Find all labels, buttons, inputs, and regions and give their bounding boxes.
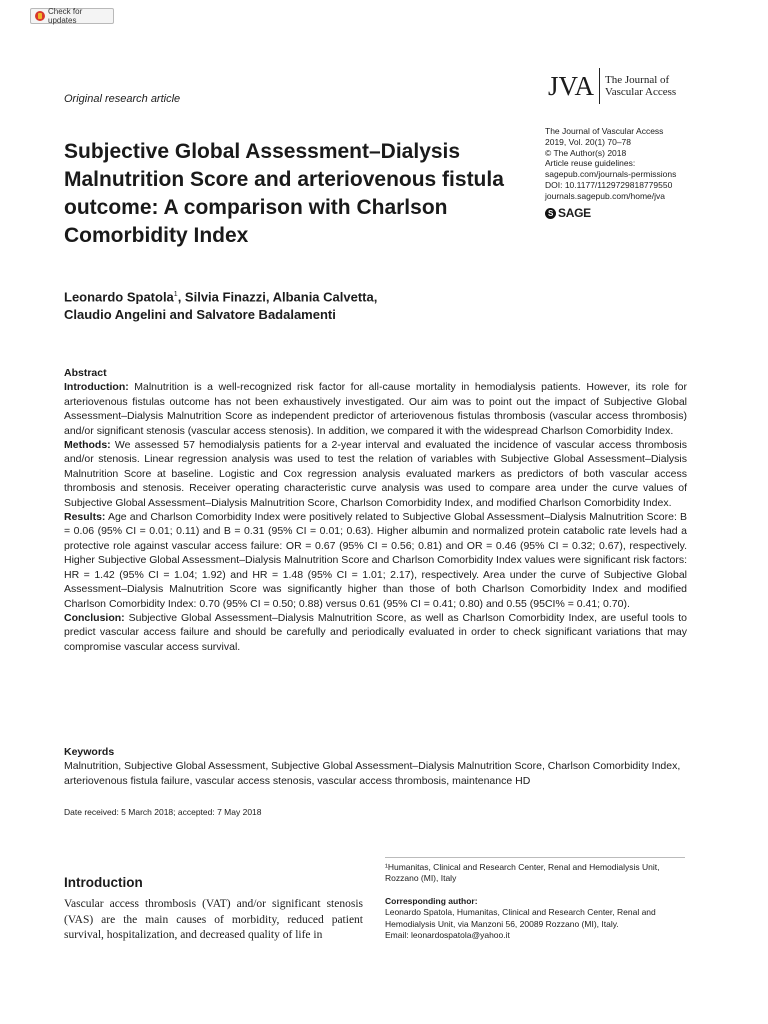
check-for-updates-label: Check for updates — [48, 7, 83, 25]
meta-reuse-link[interactable]: sagepub.com/journals-permissions — [545, 169, 677, 180]
crossmark-icon — [35, 11, 45, 21]
meta-copyright: © The Author(s) 2018 — [545, 147, 627, 158]
section-text: Age and Charlson Comorbidity Index were positively related to Subjective Global Assessment–Dialysis Malnutrition Score: B = 0.06 (95% CI = 0.01; 0.11) and B = 0.31 (95% CI = 0.01; 0.63). Higher albumin and normalized protein catabolic rate levels had a protective role against vascular access failure: OR = 0.67 (95% CI = 0.56; 0.81) and OR = 0.46 (95% CI = 0.32; 0.67), respectively. Higher Subjective Global Assessment–Dialysis Malnutrition Score and Charlson Comorbidity Index values were significant risk factors: HR = 1.42 (95% CI = 1.04; 1.92) and HR = 1.48 (95% CI = 1.01; 2.17), respectively. Area under the curve of Subjective Global Assessment–Dialysis Malnutrition Score was significantly higher than those of both Charlson Comorbidity Index and modified Charlson Comorbidity Index: 0.70 (95% CI = 0.50; 0.88) versus 0.61 (95% CI = 0.41; 0.80) and 0.55 (95CI% = 0.41; 0.70). — [64, 511, 687, 610]
author-line-1 — [64, 286, 484, 306]
journal-abbrev: JVA — [548, 70, 595, 101]
author-rest: , Silvia Finazzi, Albania Calvetta, — [177, 289, 378, 305]
abstract — [64, 366, 687, 654]
keywords-heading: Keywords — [64, 746, 115, 758]
author-list — [64, 286, 484, 324]
article-type: Original research article — [64, 93, 181, 105]
corresponding-author — [385, 896, 695, 942]
meta-journal-link[interactable]: journals.sagepub.com/home/jva — [545, 190, 666, 201]
abstract-introduction — [64, 380, 687, 438]
keywords — [64, 745, 687, 788]
article-title: Subjective Global Assessment–Dialysis Malnutrition Score and arteriovenous fistula outcome: A comparison with Charlson Comorbidity Index — [64, 140, 504, 247]
sage-s-icon: S — [545, 208, 556, 219]
publisher-logo — [545, 206, 591, 220]
dates: Date received: 5 March 2018; accepted: 7 May 2018 — [64, 807, 262, 817]
corr-email[interactable]: Email: leonardospatola@yahoo.it — [385, 930, 510, 941]
corr-address: Leonardo Spatola, Humanitas, Clinical and Research Center, Renal and Hemodialysis Unit, via Manzoni 56, 20089 Rozzano (MI), Italy. — [385, 907, 656, 929]
section-text: Malnutrition is a well-recognized risk factor for all-cause mortality in hemodialysis patients. However, its role for arteriovenous fistulas outcome has not been exhaustively investigated. Our aim was to point out the impact of Subjective Global Assessment–Dialysis Malnutrition Score as independent predictor of arteriovenous fistulas thrombosis (vascular access thrombosis) and/or significant stenosis (vascular access stenosis). In addition, we compared it with the widespread Charlson Comorbidity Index. — [64, 381, 687, 437]
section-label: Results: — [64, 511, 106, 524]
journal-name: The Journal of Vascular Access — [605, 74, 677, 98]
meta-reuse-label: Article reuse guidelines: — [545, 158, 636, 169]
logo-divider — [599, 68, 600, 104]
abstract-methods — [64, 438, 687, 510]
section-label: Conclusion: — [64, 611, 125, 624]
meta-volume: 2019, Vol. 20(1) 70–78 — [545, 136, 632, 147]
section-label: Methods: — [64, 439, 111, 452]
abstract-results — [64, 510, 687, 611]
publisher-name: SAGE — [558, 206, 591, 220]
affiliation-footnote: ¹Humanitas, Clinical and Research Center, Renal and Hemodialysis Unit, Rozzano (MI), Italy — [385, 862, 660, 883]
check-for-updates-button[interactable] — [30, 8, 114, 24]
author-first: Leonardo Spatola — [64, 289, 174, 305]
affiliation-marker: 1 — [173, 291, 178, 298]
section-text: Subjective Global Assessment–Dialysis Malnutrition Score, as well as Charlson Comorbidity Index, are useful tools to predict vascular access failure and should be carefully and periodically evaluated in order to check significant variations that may compromise vascular access survival. — [64, 611, 687, 653]
section-label: Introduction: — [64, 381, 129, 394]
introduction-heading: Introduction — [64, 875, 143, 890]
section-text: We assessed 57 hemodialysis patients for a 2-year interval and evaluated the incidence of vascular access thrombosis and/or stenosis. Linear regression analysis was used to test the relation of variables with Subjective Global Assessment–Dialysis Malnutrition Score at baseline. Logistic and Cox regression analysis evaluated markers as predictors of both vascular access thrombosis and stenosis. Receiver operating characteristic curve analysis was used to compare area under the curve values of Subjective Global Assessment–Dialysis Malnutrition Score, Charlson Comorbidity Index, and modified Charlson Comorbidity Index. — [64, 439, 687, 509]
author-line-2: Claudio Angelini and Salvatore Badalamenti — [64, 307, 336, 323]
abstract-conclusion — [64, 611, 687, 654]
abstract-heading: Abstract — [64, 367, 107, 379]
footnote-divider — [385, 857, 685, 858]
meta-journal: The Journal of Vascular Access — [545, 126, 664, 136]
corr-label: Corresponding author: — [385, 896, 478, 906]
journal-logo — [548, 66, 685, 106]
article-meta — [545, 126, 725, 202]
meta-doi[interactable]: DOI: 10.1177/1129729818779550 — [545, 179, 673, 190]
keywords-text: Malnutrition, Subjective Global Assessment, Subjective Global Assessment–Dialysis Malnutrition Score, Charlson Comorbidity Index, arteriovenous fistula failure, vascular access stenosis, vascular access thrombosis, maintenance HD — [64, 760, 681, 787]
introduction-text: Vascular access thrombosis (VAT) and/or significant stenosis (VAS) are the main causes of morbidity, reduced patient survival, hospitalization, and decreased quality of life in — [64, 898, 363, 941]
